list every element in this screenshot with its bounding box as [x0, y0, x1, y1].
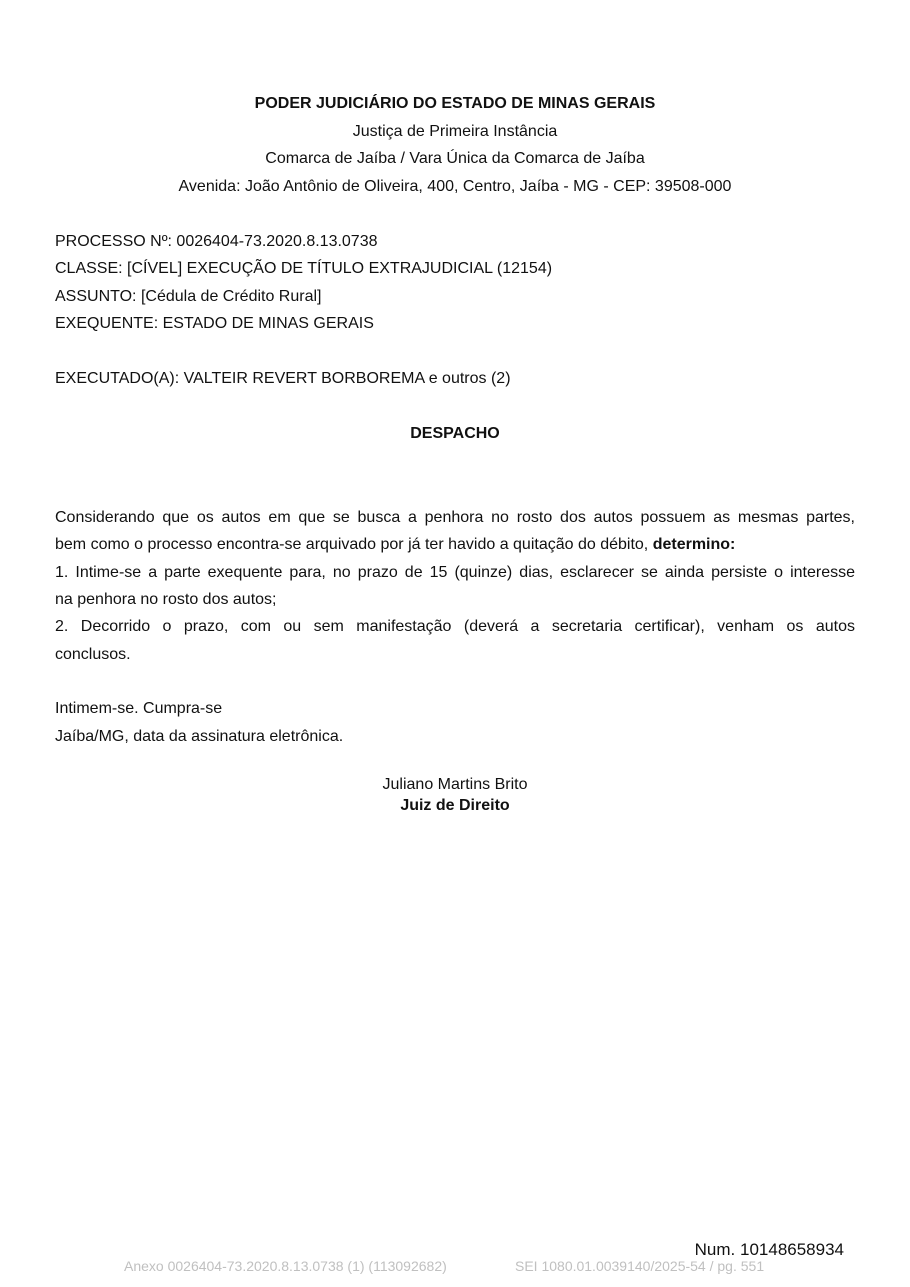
item-2-line: conclusos.	[55, 646, 131, 663]
item-1-line: na penhora no rosto dos autos;	[55, 591, 277, 608]
document-number: Num. 10148658934	[694, 1240, 844, 1259]
court-heading: PODER JUDICIÁRIO DO ESTADO DE MINAS GERAIS	[254, 95, 656, 112]
document-title: DESPACHO	[410, 425, 500, 442]
paragraph-line	[55, 535, 735, 555]
case-number: PROCESSO Nº: 0026404-73.2020.8.13.0738	[55, 233, 378, 250]
case-subject: ASSUNTO: [Cédula de Crédito Rural]	[55, 288, 322, 305]
footer-annex: Anexo 0026404-73.2020.8.13.0738 (1) (113092682)	[124, 1258, 447, 1274]
district-line: Comarca de Jaíba / Vara Única da Comarca de Jaíba	[265, 150, 645, 167]
paragraph-text: bem como o processo encontra-se arquivado por já ter havido a quitação do débito,	[55, 536, 649, 553]
signature-name: Juliano Martins Brito	[382, 776, 528, 793]
closing-date: Jaíba/MG, data da assinatura eletrônica.	[55, 728, 344, 745]
item-2-line: 2. Decorrido o prazo, com ou sem manifestação (deverá a secretaria certificar), venham os autos	[55, 618, 855, 635]
paragraph-line: Considerando que os autos em que se busca a penhora no rosto dos autos possuem as mesmas partes,	[55, 509, 855, 526]
determino-bold: determino:	[652, 536, 736, 553]
case-plaintiff: EXEQUENTE: ESTADO DE MINAS GERAIS	[55, 315, 374, 332]
item-1-line: 1. Intime-se a parte exequente para, no prazo de 15 (quinze) dias, esclarecer se ainda persiste o interesse	[55, 564, 855, 581]
closing-intimem: Intimem-se. Cumpra-se	[55, 700, 223, 717]
case-defendant: EXECUTADO(A): VALTEIR REVERT BORBOREMA e outros (2)	[55, 370, 511, 387]
footer-sei: SEI 1080.01.0039140/2025-54 / pg. 551	[515, 1258, 765, 1274]
case-class: CLASSE: [CÍVEL] EXECUÇÃO DE TÍTULO EXTRAJUDICIAL (12154)	[55, 260, 553, 277]
signature-role: Juiz de Direito	[400, 797, 510, 814]
instance-line: Justiça de Primeira Instância	[352, 123, 558, 140]
address-line: Avenida: João Antônio de Oliveira, 400, Centro, Jaíba - MG - CEP: 39508-000	[178, 178, 732, 195]
